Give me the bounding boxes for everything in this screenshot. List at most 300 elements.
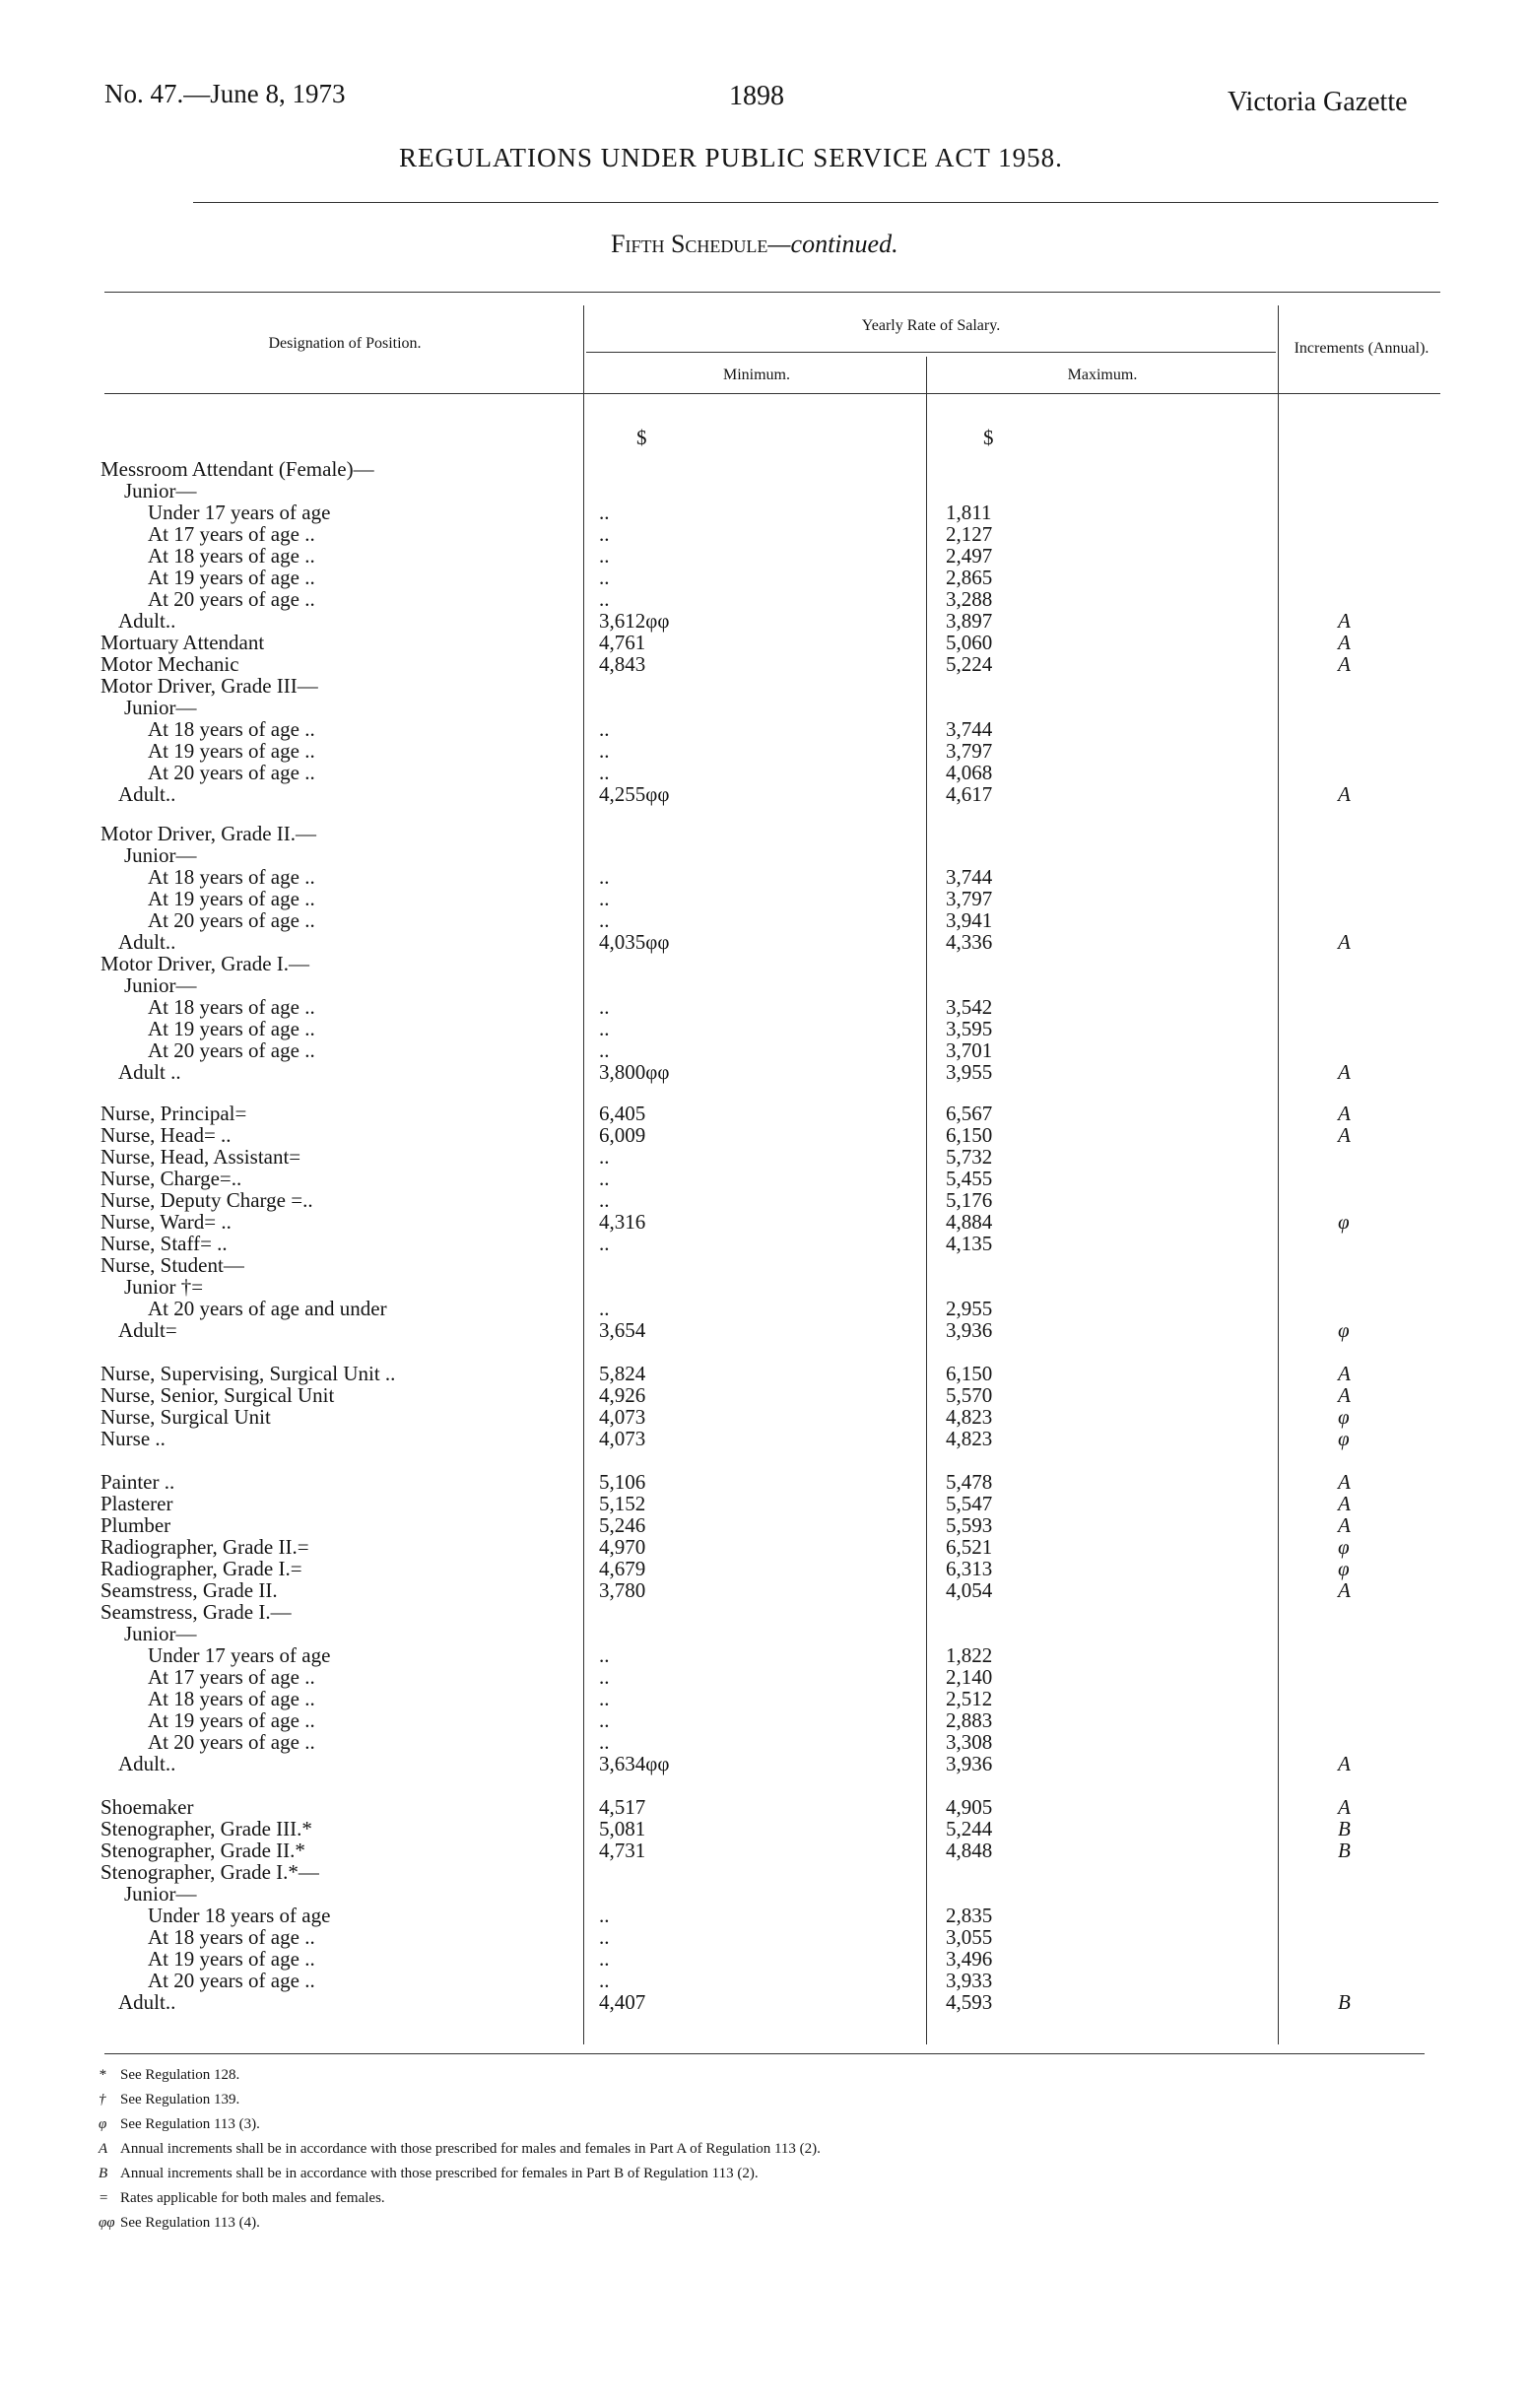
- maximum-salary: 3,941: [946, 908, 993, 932]
- table-row: [0, 1233, 1529, 1254]
- table-row: [0, 718, 1529, 740]
- minimum-salary: 4,073: [599, 1405, 646, 1429]
- minimum-salary: ..: [599, 995, 610, 1019]
- maximum-salary: 3,744: [946, 717, 993, 741]
- minimum-salary: 3,780: [599, 1578, 646, 1602]
- minimum-salary: 5,824: [599, 1362, 646, 1385]
- minimum-salary: ..: [599, 1665, 610, 1689]
- maximum-salary: 5,732: [946, 1145, 993, 1169]
- minimum-salary: ..: [599, 1969, 610, 1992]
- position-label: Nurse, Ward= ..: [100, 1210, 232, 1234]
- increment-code: A: [1338, 1102, 1351, 1125]
- footnote: [99, 2092, 239, 2108]
- maximum-salary: 2,140: [946, 1665, 993, 1689]
- increment-code: A: [1338, 609, 1351, 633]
- minimum-salary: 4,970: [599, 1535, 646, 1559]
- page-number: 1898: [729, 81, 784, 111]
- position-label: Radiographer, Grade II.=: [100, 1535, 309, 1559]
- maximum-salary: 6,521: [946, 1535, 993, 1559]
- increment-code: φ: [1338, 1557, 1350, 1580]
- table-row: [0, 1558, 1529, 1579]
- position-label: Nurse, Supervising, Surgical Unit ..: [100, 1362, 396, 1385]
- table-row: [0, 1428, 1529, 1449]
- position-label: At 20 years of age ..: [148, 587, 315, 611]
- maximum-salary: 3,701: [946, 1038, 993, 1062]
- table-row: [0, 653, 1529, 675]
- position-label: Stenographer, Grade III.*: [100, 1817, 312, 1840]
- table-row: [0, 823, 1529, 844]
- table-row: [0, 953, 1529, 974]
- table-row: [0, 675, 1529, 697]
- position-label: Nurse, Student—: [100, 1253, 244, 1277]
- maximum-salary: 3,308: [946, 1730, 993, 1754]
- minimum-salary: ..: [599, 761, 610, 784]
- minimum-salary: 4,073: [599, 1427, 646, 1450]
- footnote: [99, 2067, 239, 2084]
- position-label: Nurse, Principal=: [100, 1102, 247, 1125]
- table-row: [0, 1709, 1529, 1731]
- increment-code: A: [1338, 1578, 1351, 1602]
- footnote-mark: B: [99, 2166, 108, 2181]
- increment-code: A: [1338, 1752, 1351, 1775]
- minimum-salary: ..: [599, 501, 610, 524]
- position-label: Junior †=: [124, 1275, 204, 1299]
- maximum-salary: 3,936: [946, 1752, 993, 1775]
- position-label: At 19 years of age ..: [148, 887, 315, 910]
- maximum-salary: 3,595: [946, 1017, 993, 1040]
- minimum-salary: ..: [599, 1017, 610, 1040]
- maximum-salary: 1,811: [946, 501, 992, 524]
- table-row: [0, 931, 1529, 953]
- minimum-salary: ..: [599, 739, 610, 763]
- table-row: [0, 1384, 1529, 1406]
- table-row: [0, 1124, 1529, 1146]
- position-label: Nurse, Head, Assistant=: [100, 1145, 301, 1169]
- footnote-text: See Regulation 128.: [120, 2067, 240, 2083]
- position-label: At 20 years of age ..: [148, 761, 315, 784]
- footnote: [99, 2190, 385, 2207]
- maximum-salary: 5,224: [946, 652, 993, 676]
- table-row: [0, 1471, 1529, 1493]
- position-label: At 20 years of age ..: [148, 1969, 315, 1992]
- schedule-name: Fifth Schedule: [611, 230, 768, 258]
- minimum-salary: 4,843: [599, 652, 646, 676]
- position-label: Stenographer, Grade II.*: [100, 1839, 305, 1862]
- table-row: [0, 1666, 1529, 1688]
- minimum-salary: 4,926: [599, 1383, 646, 1407]
- position-label: Nurse, Deputy Charge =..: [100, 1188, 313, 1212]
- footnote-text: Rates applicable for both males and females.: [120, 2190, 385, 2206]
- footnote-mark: *: [99, 2067, 106, 2083]
- minimum-salary: ..: [599, 717, 610, 741]
- table-row: [0, 1276, 1529, 1298]
- minimum-salary: 4,407: [599, 1990, 646, 2014]
- table-row: [0, 567, 1529, 588]
- position-label: Stenographer, Grade I.*—: [100, 1860, 319, 1884]
- minimum-salary: ..: [599, 1708, 610, 1732]
- position-label: Adult..: [118, 1752, 176, 1775]
- position-label: Junior—: [124, 973, 197, 997]
- minimum-salary: 6,009: [599, 1123, 646, 1147]
- increment-code: A: [1338, 631, 1351, 654]
- position-label: At 17 years of age ..: [148, 522, 315, 546]
- increment-code: A: [1338, 1513, 1351, 1537]
- position-label: Nurse, Head= ..: [100, 1123, 232, 1147]
- table-row: [0, 1579, 1529, 1601]
- position-label: Adult=: [118, 1318, 177, 1342]
- maximum-salary: 3,542: [946, 995, 993, 1019]
- col-designation-header: Designation of Position.: [268, 335, 422, 352]
- table-row: [0, 1168, 1529, 1189]
- minimum-salary: 3,612φφ: [599, 609, 670, 633]
- minimum-salary: ..: [599, 865, 610, 889]
- position-label: Plasterer: [100, 1492, 173, 1515]
- maximum-salary: 5,547: [946, 1492, 993, 1515]
- position-label: Adult..: [118, 930, 176, 954]
- footnote-mark: φφ: [99, 2215, 115, 2231]
- table-row: [0, 1753, 1529, 1774]
- table-top-rule: [104, 292, 1440, 293]
- minimum-salary: ..: [599, 1038, 610, 1062]
- position-label: At 19 years of age ..: [148, 566, 315, 589]
- minimum-salary: ..: [599, 1643, 610, 1667]
- minimum-salary: 5,152: [599, 1492, 646, 1515]
- maximum-salary: 3,955: [946, 1060, 993, 1084]
- table-row: [0, 480, 1529, 502]
- publication-name: Victoria Gazette: [1228, 87, 1408, 117]
- table-row: [0, 762, 1529, 783]
- maximum-salary: 6,150: [946, 1362, 993, 1385]
- minimum-salary: 4,761: [599, 631, 646, 654]
- position-label: Motor Driver, Grade III—: [100, 674, 318, 698]
- minimum-salary: ..: [599, 1904, 610, 1927]
- maximum-salary: 4,848: [946, 1839, 993, 1862]
- increment-code: A: [1338, 1795, 1351, 1819]
- maximum-salary: 4,135: [946, 1232, 993, 1255]
- increment-code: φ: [1338, 1210, 1350, 1234]
- position-label: Painter ..: [100, 1470, 175, 1494]
- table-row: [0, 1796, 1529, 1818]
- table-row: [0, 1493, 1529, 1514]
- position-label: Motor Driver, Grade II.—: [100, 822, 317, 845]
- yearly-rate-rule: [586, 352, 1276, 353]
- table-row: [0, 974, 1529, 996]
- position-label: Junior—: [124, 696, 197, 719]
- position-label: Adult..: [118, 782, 176, 806]
- maximum-salary: 5,570: [946, 1383, 993, 1407]
- position-label: Motor Driver, Grade I.—: [100, 952, 310, 975]
- maximum-salary: 4,823: [946, 1427, 993, 1450]
- maximum-salary: 4,054: [946, 1578, 993, 1602]
- maximum-salary: 3,288: [946, 587, 993, 611]
- maximum-salary: 3,055: [946, 1925, 993, 1949]
- footnote: [99, 2141, 821, 2158]
- position-label: Under 17 years of age: [148, 501, 331, 524]
- minimum-salary: 3,654: [599, 1318, 646, 1342]
- unit-minimum: $: [636, 426, 647, 449]
- maximum-salary: 4,823: [946, 1405, 993, 1429]
- schedule-heading: [611, 230, 898, 259]
- minimum-salary: ..: [599, 908, 610, 932]
- table-row: [0, 1644, 1529, 1666]
- increment-code: B: [1338, 1839, 1351, 1862]
- regulations-title: REGULATIONS UNDER PUBLIC SERVICE ACT 1958.: [399, 143, 1063, 172]
- maximum-salary: 3,797: [946, 887, 993, 910]
- col-maximum-header: Maximum.: [1067, 367, 1138, 383]
- table-row: [0, 1061, 1529, 1083]
- table-row: [0, 502, 1529, 523]
- table-row: [0, 783, 1529, 805]
- schedule-suffix: —continued.: [767, 230, 898, 258]
- maximum-salary: 4,336: [946, 930, 993, 954]
- table-row: [0, 1991, 1529, 2013]
- table-row: [0, 1883, 1529, 1905]
- position-label: At 18 years of age ..: [148, 1925, 315, 1949]
- position-label: Nurse, Charge=..: [100, 1167, 242, 1190]
- increment-code: A: [1338, 1492, 1351, 1515]
- table-row: [0, 610, 1529, 632]
- position-label: Nurse, Staff= ..: [100, 1232, 228, 1255]
- increment-code: B: [1338, 1817, 1351, 1840]
- position-label: Seamstress, Grade I.—: [100, 1600, 292, 1624]
- footnote-mark: =: [99, 2190, 109, 2206]
- position-label: At 20 years of age ..: [148, 1038, 315, 1062]
- footnote: [99, 2215, 260, 2232]
- minimum-salary: ..: [599, 1232, 610, 1255]
- table-row: [0, 1536, 1529, 1558]
- increment-code: A: [1338, 1362, 1351, 1385]
- maximum-salary: 4,617: [946, 782, 993, 806]
- table-row: [0, 588, 1529, 610]
- position-label: At 18 years of age ..: [148, 1687, 315, 1710]
- minimum-salary: ..: [599, 1730, 610, 1754]
- col-minimum-header: Minimum.: [722, 367, 790, 383]
- table-row: [0, 697, 1529, 718]
- maximum-salary: 6,150: [946, 1123, 993, 1147]
- maximum-salary: 3,744: [946, 865, 993, 889]
- minimum-salary: 4,679: [599, 1557, 646, 1580]
- issue-date: No. 47.—June 8, 1973: [104, 79, 346, 108]
- maximum-salary: 6,567: [946, 1102, 993, 1125]
- maximum-salary: 3,897: [946, 609, 993, 633]
- maximum-salary: 4,884: [946, 1210, 993, 1234]
- table-row: [0, 545, 1529, 567]
- minimum-salary: 4,255φφ: [599, 782, 670, 806]
- minimum-salary: ..: [599, 1925, 610, 1949]
- table-row: [0, 1861, 1529, 1883]
- table-row: [0, 1254, 1529, 1276]
- position-label: Motor Mechanic: [100, 652, 239, 676]
- footnote-text: See Regulation 113 (3).: [120, 2116, 260, 2132]
- minimum-salary: 4,316: [599, 1210, 646, 1234]
- maximum-salary: 6,313: [946, 1557, 993, 1580]
- table-row: [0, 1018, 1529, 1039]
- footnote: [99, 2166, 759, 2182]
- maximum-salary: 5,455: [946, 1167, 993, 1190]
- position-label: Junior—: [124, 1622, 197, 1645]
- table-row: [0, 1146, 1529, 1168]
- maximum-salary: 4,593: [946, 1990, 993, 2014]
- maximum-salary: 3,496: [946, 1947, 993, 1971]
- minimum-salary: 4,517: [599, 1795, 646, 1819]
- maximum-salary: 2,835: [946, 1904, 993, 1927]
- footnote-text: See Regulation 113 (4).: [120, 2215, 260, 2231]
- maximum-salary: 3,797: [946, 739, 993, 763]
- position-label: Nurse, Senior, Surgical Unit: [100, 1383, 335, 1407]
- maximum-salary: 4,068: [946, 761, 993, 784]
- position-label: Junior—: [124, 479, 197, 502]
- maximum-salary: 4,905: [946, 1795, 993, 1819]
- maximum-salary: 5,176: [946, 1188, 993, 1212]
- position-label: At 18 years of age ..: [148, 717, 315, 741]
- minimum-salary: 6,405: [599, 1102, 646, 1125]
- table-row: [0, 996, 1529, 1018]
- minimum-salary: ..: [599, 1947, 610, 1971]
- position-label: Nurse, Surgical Unit: [100, 1405, 271, 1429]
- increment-code: B: [1338, 1990, 1351, 2014]
- minimum-salary: ..: [599, 1687, 610, 1710]
- table-row: [0, 1211, 1529, 1233]
- maximum-salary: 2,127: [946, 522, 993, 546]
- table-header-rule: [104, 393, 1440, 394]
- table-row: [0, 1926, 1529, 1948]
- minimum-salary: 3,800φφ: [599, 1060, 670, 1084]
- increment-code: A: [1338, 1470, 1351, 1494]
- minimum-salary: 5,081: [599, 1817, 646, 1840]
- table-row: [0, 1406, 1529, 1428]
- position-label: At 19 years of age ..: [148, 1708, 315, 1732]
- position-label: Under 18 years of age: [148, 1904, 331, 1927]
- table-row: [0, 523, 1529, 545]
- footnote-mark: φ: [99, 2116, 107, 2132]
- increment-code: φ: [1338, 1427, 1350, 1450]
- col-increments-header: Increments (Annual).: [1294, 340, 1429, 357]
- position-label: Adult..: [118, 609, 176, 633]
- table-bottom-rule: [104, 2053, 1425, 2054]
- position-label: At 19 years of age ..: [148, 739, 315, 763]
- minimum-salary: 5,106: [599, 1470, 646, 1494]
- minimum-salary: ..: [599, 1297, 610, 1320]
- minimum-salary: 3,634φφ: [599, 1752, 670, 1775]
- position-label: At 19 years of age ..: [148, 1017, 315, 1040]
- maximum-salary: 3,936: [946, 1318, 993, 1342]
- footnote-text: Annual increments shall be in accordance with those prescribed for females in Part B of Regulation 113 (2).: [120, 2166, 759, 2181]
- footnote: [99, 2116, 260, 2133]
- table-row: [0, 740, 1529, 762]
- maximum-salary: 2,497: [946, 544, 993, 568]
- position-label: Junior—: [124, 843, 197, 867]
- increment-code: A: [1338, 1123, 1351, 1147]
- position-label: Mortuary Attendant: [100, 631, 265, 654]
- table-row: [0, 1731, 1529, 1753]
- table-row: [0, 888, 1529, 909]
- table-row: [0, 458, 1529, 480]
- footnote-text: See Regulation 139.: [120, 2092, 240, 2107]
- table-row: [0, 1601, 1529, 1623]
- position-label: Messroom Attendant (Female)—: [100, 457, 374, 481]
- increment-code: φ: [1338, 1535, 1350, 1559]
- table-row: [0, 1363, 1529, 1384]
- table-row: [0, 1189, 1529, 1211]
- table-row: [0, 1905, 1529, 1926]
- position-label: At 18 years of age ..: [148, 865, 315, 889]
- minimum-salary: ..: [599, 522, 610, 546]
- position-label: At 20 years of age ..: [148, 1730, 315, 1754]
- table-row: [0, 1688, 1529, 1709]
- table-row: [0, 1039, 1529, 1061]
- minimum-salary: ..: [599, 1145, 610, 1169]
- position-label: Plumber: [100, 1513, 171, 1537]
- maximum-salary: 2,955: [946, 1297, 993, 1320]
- minimum-salary: ..: [599, 544, 610, 568]
- position-label: Under 17 years of age: [148, 1643, 331, 1667]
- table-row: [0, 1623, 1529, 1644]
- position-label: Adult..: [118, 1990, 176, 2014]
- maximum-salary: 5,593: [946, 1513, 993, 1537]
- maximum-salary: 5,478: [946, 1470, 993, 1494]
- footnote-mark: †: [99, 2092, 106, 2107]
- position-label: Radiographer, Grade I.=: [100, 1557, 302, 1580]
- increment-code: A: [1338, 1060, 1351, 1084]
- table-row: [0, 1319, 1529, 1341]
- minimum-salary: ..: [599, 587, 610, 611]
- increment-code: A: [1338, 652, 1351, 676]
- position-label: Shoemaker: [100, 1795, 194, 1819]
- increment-code: A: [1338, 930, 1351, 954]
- maximum-salary: 2,865: [946, 566, 993, 589]
- position-label: Adult ..: [118, 1060, 181, 1084]
- footnote-mark: A: [99, 2141, 108, 2157]
- col-yearly-header: Yearly Rate of Salary.: [861, 317, 1001, 334]
- increment-code: A: [1338, 1383, 1351, 1407]
- maximum-salary: 3,933: [946, 1969, 993, 1992]
- table-row: [0, 1514, 1529, 1536]
- table-row: [0, 1103, 1529, 1124]
- unit-maximum: $: [983, 426, 994, 449]
- position-label: At 17 years of age ..: [148, 1665, 315, 1689]
- footnote-text: Annual increments shall be in accordance with those prescribed for males and females in Part A of Regulation 113 (2).: [120, 2141, 821, 2157]
- minimum-salary: 5,246: [599, 1513, 646, 1537]
- table-row: [0, 866, 1529, 888]
- maximum-salary: 1,822: [946, 1643, 993, 1667]
- increment-code: A: [1338, 782, 1351, 806]
- title-rule: [193, 202, 1438, 203]
- minimum-salary: ..: [599, 1188, 610, 1212]
- table-row: [0, 1970, 1529, 1991]
- minimum-salary: ..: [599, 887, 610, 910]
- table-row: [0, 909, 1529, 931]
- table-row: [0, 632, 1529, 653]
- table-row: [0, 844, 1529, 866]
- position-label: At 20 years of age ..: [148, 908, 315, 932]
- position-label: At 18 years of age ..: [148, 995, 315, 1019]
- position-label: Junior—: [124, 1882, 197, 1906]
- minimum-salary: ..: [599, 1167, 610, 1190]
- position-label: At 18 years of age ..: [148, 544, 315, 568]
- position-label: At 20 years of age and under: [148, 1297, 387, 1320]
- minimum-salary: 4,731: [599, 1839, 646, 1862]
- minimum-salary: ..: [599, 566, 610, 589]
- maximum-salary: 2,883: [946, 1708, 993, 1732]
- table-row: [0, 1948, 1529, 1970]
- position-label: Seamstress, Grade II.: [100, 1578, 278, 1602]
- increment-code: φ: [1338, 1318, 1350, 1342]
- table-row: [0, 1839, 1529, 1861]
- table-row: [0, 1298, 1529, 1319]
- maximum-salary: 2,512: [946, 1687, 993, 1710]
- maximum-salary: 5,060: [946, 631, 993, 654]
- increment-code: φ: [1338, 1405, 1350, 1429]
